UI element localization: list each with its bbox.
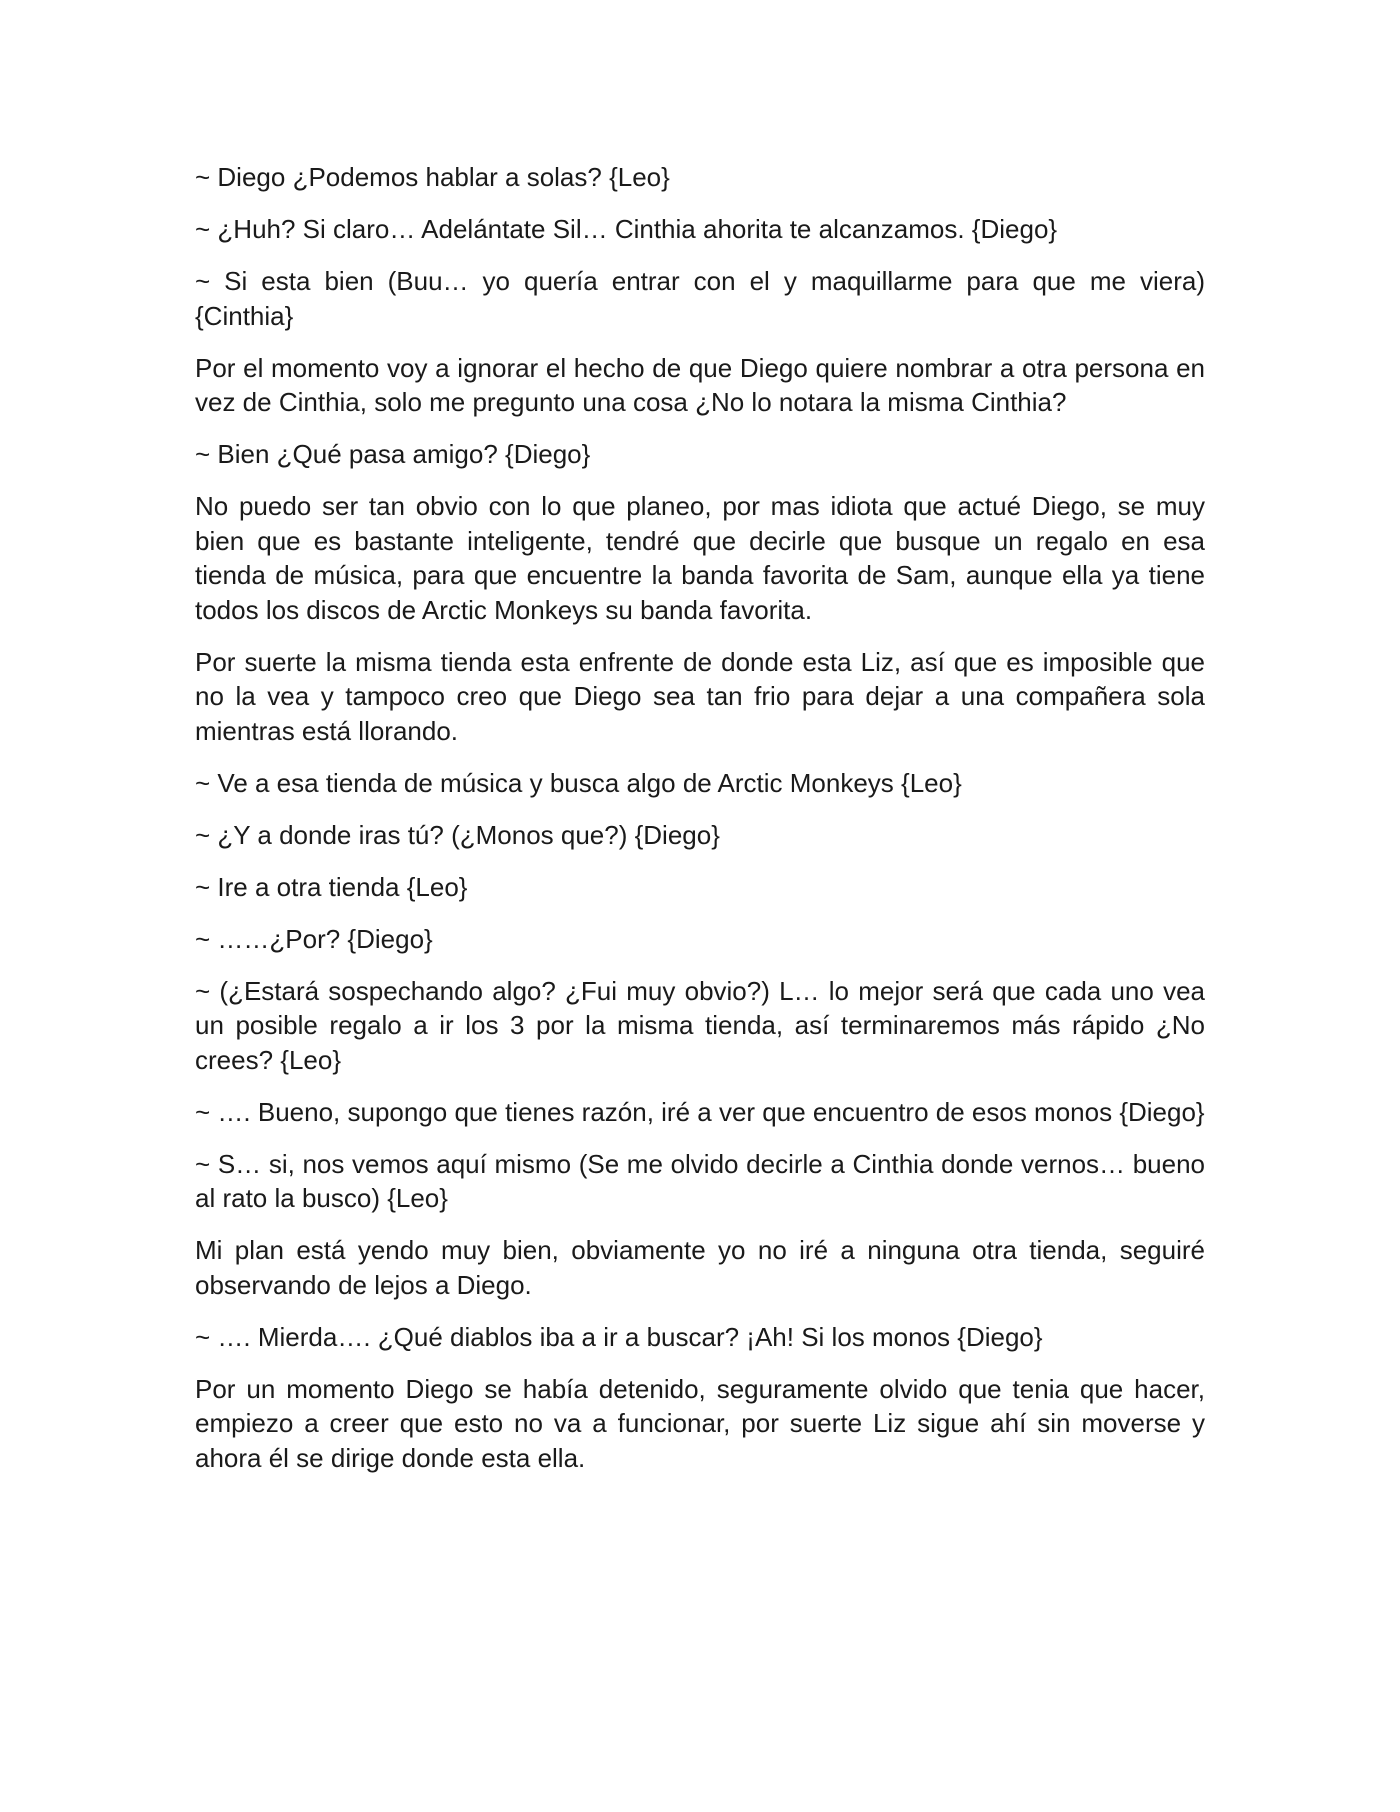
dialogue-line: ~ ……¿Por? {Diego} (195, 923, 433, 954)
dialogue-line: ~ Diego ¿Podemos hablar a solas? {Leo} (195, 162, 670, 192)
document-body (195, 160, 1205, 1493)
narration-paragraph: Mi plan está yendo muy bien, obviamente yo no iré a ninguna otra tienda, seguiré observando de lejos a Diego. (195, 1235, 1205, 1300)
dialogue-line: ~ ¿Y a donde iras tú? (¿Monos que?) {Diego} (195, 819, 720, 850)
narration-paragraph: Por el momento voy a ignorar el hecho de que Diego quiere nombrar a otra persona en vez de Cinthia, solo me pregunto una cosa ¿No lo notara la misma Cinthia? (195, 352, 1205, 417)
dialogue-line: ~ Si esta bien (Buu… yo quería entrar con el y maquillarme para que me viera) {Cinthia} (195, 266, 1205, 331)
dialogue-line: ~ …. Bueno, supongo que tienes razón, iré a ver que encuentro de esos monos {Diego} (195, 1096, 1205, 1127)
narration-paragraph: No puedo ser tan obvio con lo que planeo, por mas idiota que actué Diego, se muy bien que es bastante inteligente, tendré que decirle que busque un regalo en esa tienda de música, para que encuentre la banda favorita de Sam, aunque ella ya tiene todos los discos de Arctic Monkeys su banda favorita. (195, 491, 1205, 625)
dialogue-line: ~ (¿Estará sospechando algo? ¿Fui muy obvio?) L… lo mejor será que cada uno vea un posible regalo a ir los 3 por la misma tienda, así terminaremos más rápido ¿No crees? {Leo} (195, 975, 1205, 1075)
dialogue-line: ~ …. Mierda…. ¿Qué diablos iba a ir a buscar? ¡Ah! Si los monos {Diego} (195, 1321, 1043, 1352)
dialogue-line: ~ Bien ¿Qué pasa amigo? {Diego} (195, 439, 591, 469)
dialogue-line: ~ ¿Huh? Si claro… Adelántate Sil… Cinthia ahorita te alcanzamos. {Diego} (195, 214, 1058, 244)
dialogue-line: ~ Ve a esa tienda de música y busca algo de Arctic Monkeys {Leo} (195, 767, 962, 798)
dialogue-line: ~ Ire a otra tienda {Leo} (195, 871, 468, 902)
narration-paragraph: Por un momento Diego se había detenido, seguramente olvido que tenia que hacer, empiezo a creer que esto no va a funcionar, por suerte Liz sigue ahí sin moverse y ahora él se dirige donde esta ella. (195, 1373, 1205, 1473)
dialogue-line: ~ S… si, nos vemos aquí mismo (Se me olvido decirle a Cinthia donde vernos… bueno al rato la busco) {Leo} (195, 1148, 1205, 1213)
narration-paragraph: Por suerte la misma tienda esta enfrente de donde esta Liz, así que es imposible que no la vea y tampoco creo que Diego sea tan frio para dejar a una compañera sola mientras está llorando. (195, 646, 1205, 746)
